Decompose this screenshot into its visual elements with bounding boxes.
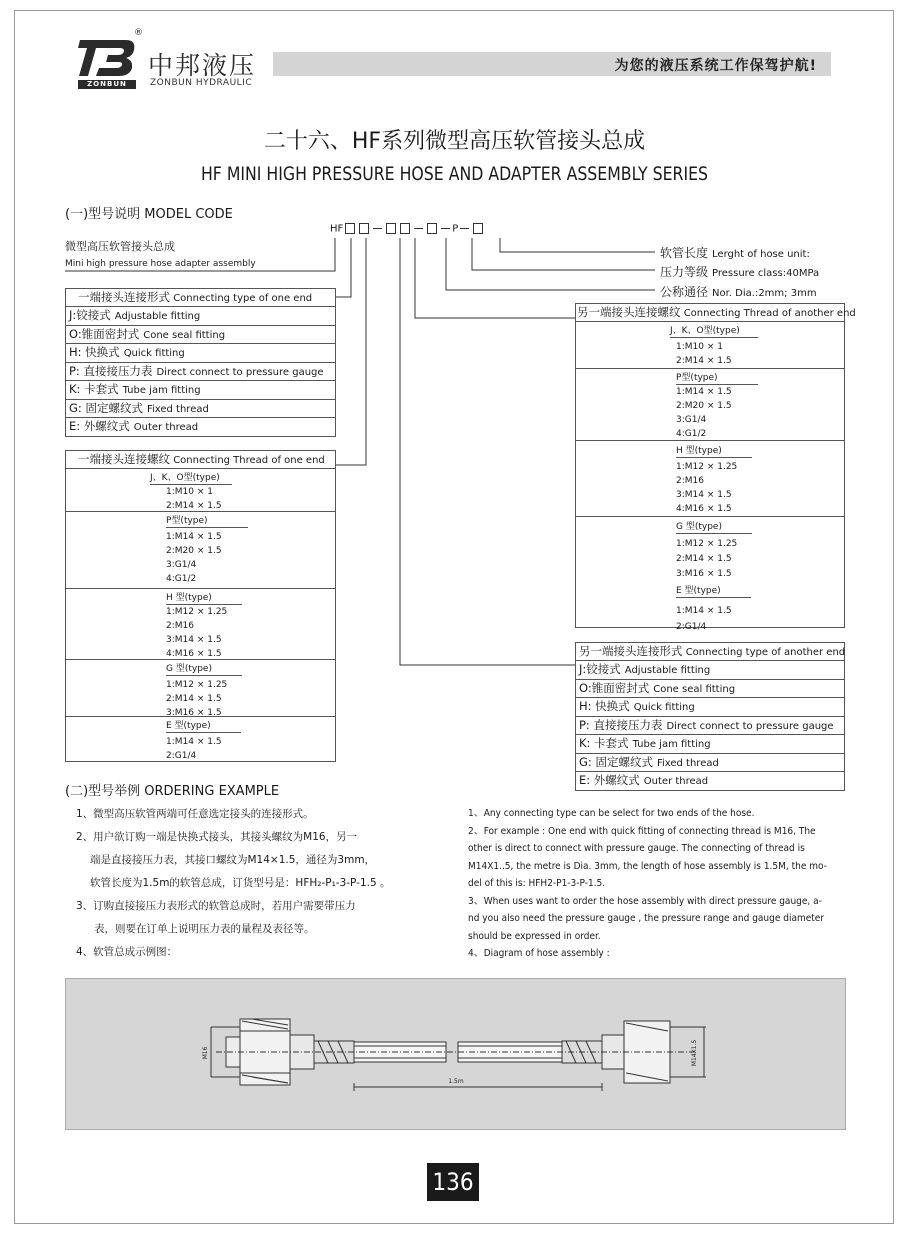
ordering-line-cn: 软管长度为1.5m的软管总成，订货型号是：HFH₂-P₁-3-P-1.5 。 bbox=[90, 877, 391, 889]
list-item: J:铰接式 Adjustable fitting bbox=[576, 661, 844, 680]
thread-group: H 型(type) 1:M12 × 1.25 2:M16 3:M14 × 1.5 4:M16 × 1.5 bbox=[576, 441, 844, 517]
ordering-line-en: 1、Any connecting type can be select for two ends of the hose. bbox=[468, 808, 755, 819]
list-item: G: 固定螺纹式 Fixed thread bbox=[576, 754, 844, 773]
connecting-type-one-head: 一端接头连接形式 Connecting type of one end bbox=[66, 289, 335, 307]
ordering-line-en: M14X1..5, the metre is Dia. 3mm, the length of hose assembly is 1.5M, the mo- bbox=[468, 860, 827, 872]
registered-mark: ® bbox=[134, 28, 143, 38]
ordering-line-cn: 端是直接接压力表，其接口螺纹为M14×1.5，通径为3mm， bbox=[90, 854, 376, 866]
ordering-text-cn bbox=[76, 803, 456, 964]
thread-group: J、K、O型(type) 1:M10 × 1 2:M14 × 1.5 bbox=[576, 322, 844, 369]
list-item: K: 卡套式 Tube jam fitting bbox=[66, 381, 335, 400]
brand-name-cn: 中邦液压 bbox=[148, 51, 257, 80]
list-item: H: 快换式 Quick fitting bbox=[66, 344, 335, 363]
thread-one-head: 一端接头连接螺纹 Connecting Thread of one end bbox=[66, 451, 335, 469]
ordering-line-cn: 4、软管总成示例图： bbox=[76, 946, 178, 958]
thread-group: P型(type) 1:M14 × 1.5 2:M20 × 1.5 3:G1/4 4:G1/2 bbox=[66, 512, 335, 589]
ordering-line-en: 4、Diagram of hose assembly : bbox=[468, 948, 610, 959]
hose-assembly-diagram bbox=[65, 978, 846, 1130]
ordering-line-en: other is direct to connect with pressure gauge. The connecting of thread is bbox=[468, 843, 805, 854]
ordering-line-cn: 表，则要在订单上说明压力表的量程及表径等。 bbox=[94, 923, 315, 935]
thread-group: E 型(type) 1:M14 × 1.5 2:G1/4 bbox=[66, 717, 335, 761]
brand-name-en: ZONBUN HYDRAULIC bbox=[150, 78, 253, 88]
list-item: E: 外螺纹式 Outer thread bbox=[69, 419, 199, 433]
ordering-line-en: 2、For example : One end with quick fitting of connecting thread is M16, The bbox=[468, 825, 816, 837]
ordering-heading: (二)型号举例 ORDERING EXAMPLE bbox=[65, 784, 280, 799]
ordering-line-cn: 1、微型高压软管两端可任意选定接头的连接形式。 bbox=[76, 808, 314, 820]
left-dim-label: M16 bbox=[202, 1046, 209, 1060]
logo-wordmark: ZONBUN bbox=[78, 80, 136, 89]
thread-group: J、K、O型(type) 1:M10 × 1 2:M14 × 1.5 bbox=[66, 469, 335, 512]
ordering-line-en: should be expressed in order. bbox=[468, 930, 601, 942]
connecting-type-another-box bbox=[575, 642, 845, 791]
right-dim-label: M14X1.5 bbox=[691, 1039, 698, 1067]
assembly-label-cn: 微型高压软管接头总成 bbox=[65, 240, 175, 253]
thread-another-head: 另一端接头连接螺纹 Connecting Thread of another end bbox=[576, 304, 844, 322]
assembly-label-en: Mini high pressure hose adapter assembly bbox=[65, 259, 256, 269]
list-item: P: 直接接压力表 Direct connect to pressure gauge bbox=[66, 363, 335, 382]
page-title-cn: 二十六、HF系列微型高压软管接头总成 bbox=[263, 129, 646, 154]
pressure-class-label: 压力等级 Pressure class:40MPa bbox=[660, 265, 820, 279]
ordering-line-en: 3、When uses want to order the hose assembly with direct pressure gauge, a- bbox=[468, 895, 822, 907]
nominal-diameter-label: 公称通径 Nor. Dia.:2mm; 3mm bbox=[660, 285, 817, 299]
connecting-type-another-head: 另一端接头连接形式 Connecting type of another end bbox=[576, 643, 844, 661]
thread-one-box bbox=[65, 450, 336, 762]
ordering-line-cn: 3、订购直接接压力表形式的软管总成时，若用户需要带压力 bbox=[76, 900, 356, 912]
code-prefix: HF bbox=[330, 223, 344, 235]
code-p: P bbox=[452, 223, 459, 235]
model-code-heading: (一)型号说明 MODEL CODE bbox=[65, 207, 233, 222]
list-item: O:锥面密封式 Cone seal fitting bbox=[576, 680, 844, 699]
thread-another-box bbox=[575, 303, 856, 632]
hose-length-label: 软管长度 Lerght of hose unit: bbox=[660, 246, 810, 260]
ordering-line-en: del of this is: HFH2-P1-3-P-1.5. bbox=[468, 878, 606, 889]
connecting-type-one-box bbox=[65, 288, 336, 437]
list-item: G: 固定螺纹式 Fixed thread bbox=[66, 400, 335, 419]
list-item: H: 快换式 Quick fitting bbox=[576, 698, 844, 717]
page-title-en: HF MINI HIGH PRESSURE HOSE AND ADAPTER ASSEMBLY SERIES bbox=[200, 163, 709, 185]
list-item: K: 卡套式 Tube jam fitting bbox=[576, 735, 844, 754]
ordering-line-en: nd you also need the pressure gauge , the pressure range and gauge diameter bbox=[468, 913, 825, 924]
thread-group: G 型(type) 1:M12 × 1.25 2:M14 × 1.5 3:M16 × 1.5 E 型(type) 1:M14 × 1.5 2:G1/4 bbox=[576, 517, 844, 627]
slogan-text: 为您的液压系统工作保驾护航! bbox=[614, 58, 817, 74]
length-dim-label: 1.5m bbox=[448, 1078, 464, 1085]
ordering-line-cn: 2、用户欲订购一端是快换式接头，其接头螺纹为M16，另一 bbox=[76, 831, 358, 843]
list-item: J:铰接式 Adjustable fitting bbox=[66, 307, 335, 326]
ordering-text-en bbox=[468, 805, 848, 963]
list-item: O:锥面密封式 Cone seal fitting bbox=[66, 326, 335, 345]
thread-group: H 型(type) 1:M12 × 1.25 2:M16 3:M14 × 1.5 4:M16 × 1.5 bbox=[66, 589, 335, 660]
list-item: E: 外螺纹式 Outer thread bbox=[579, 773, 709, 787]
page-number: 136 bbox=[427, 1163, 479, 1201]
list-item: P: 直接接压力表 Direct connect to pressure gauge bbox=[576, 717, 844, 736]
hose-assembly-drawing bbox=[66, 979, 845, 1129]
thread-group: G 型(type) 1:M12 × 1.25 2:M14 × 1.5 3:M16 × 1.5 bbox=[66, 660, 335, 717]
thread-group: P型(type) 1:M14 × 1.5 2:M20 × 1.5 3:G1/4 4:G1/2 bbox=[576, 369, 844, 441]
